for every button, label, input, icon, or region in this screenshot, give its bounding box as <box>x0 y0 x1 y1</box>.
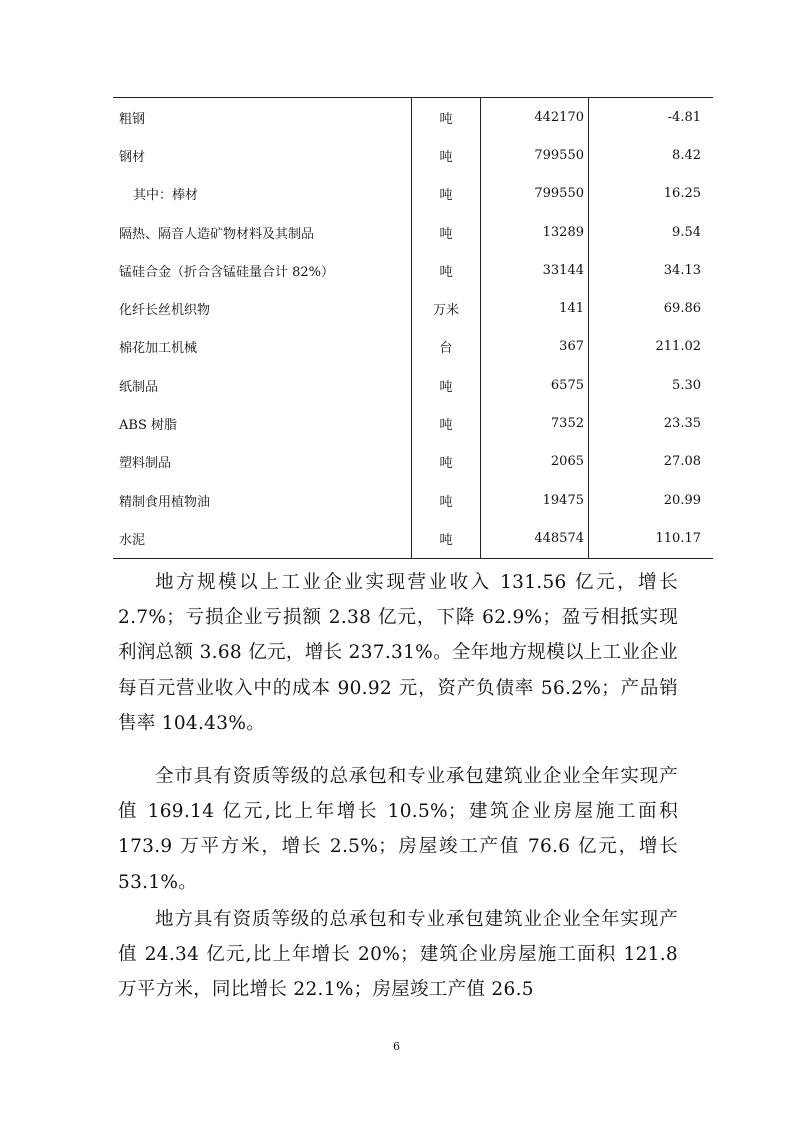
product-growth: 110.17 <box>589 519 714 558</box>
product-growth: 16.25 <box>663 186 701 202</box>
page-number: 6 <box>393 1040 400 1053</box>
table-row <box>113 98 713 137</box>
product-unit: 吨 <box>412 481 481 519</box>
product-name: 塑料制品 <box>119 456 172 472</box>
product-unit: 吨 <box>412 213 481 251</box>
product-name: 粗钢 <box>113 98 412 137</box>
city-construction-paragraph: 全市具有资质等级的总承包和专业承包建筑业企业全年实现产值 169.14 亿元,比上年增长 10.5%；建筑企业房屋施工面积 173.9 万平方米，增长 2.5%；房屋竣工产值 76.6 亿元，增长 53.1%。 <box>118 766 678 893</box>
table-row <box>113 136 713 174</box>
table-row <box>113 213 713 251</box>
product-value: 141 <box>481 289 589 327</box>
product-growth: 9.54 <box>672 224 701 240</box>
table-row <box>113 251 713 289</box>
product-value: 442170 <box>481 98 589 137</box>
product-growth: 8.42 <box>672 147 701 163</box>
product-value: 13289 <box>481 213 589 251</box>
product-growth: 27.08 <box>663 454 701 470</box>
product-value: 2065 <box>481 443 589 481</box>
product-value: 448574 <box>481 519 589 558</box>
product-name: 钢材 <box>119 149 146 165</box>
product-name: 纸制品 <box>119 379 159 395</box>
industrial-revenue-paragraph: 地方规模以上工业企业实现营业收入 131.56 亿元，增长 2.7%；亏损企业亏损额 2.38 亿元，下降 62.9%；盈亏相抵实现利润总额 3.68 亿元，增长 237.31%。全年地方规模以上工业企业每百元营业收入中的成本 90.92 元，资产负债率 56.2%；产品销售率 104.43%。 <box>118 572 678 734</box>
product-unit: 吨 <box>412 251 481 289</box>
product-name: ABS 树脂 <box>119 418 177 434</box>
product-value: 7352 <box>481 404 589 442</box>
product-growth: 69.86 <box>663 301 701 317</box>
product-growth: 211.02 <box>655 339 701 355</box>
product-growth: 5.30 <box>672 377 701 393</box>
local-construction-paragraph: 地方具有资质等级的总承包和专业承包建筑业企业全年实现产值 24.34 亿元,比上年增长 20%；建筑企业房屋施工面积 121.8 万平方米，同比增长 22.1%；房屋竣工产值 26.5 <box>118 909 678 1001</box>
product-unit: 吨 <box>412 519 481 558</box>
product-name: 精制食用植物油 <box>119 494 211 510</box>
product-name: 其中：棒材 <box>133 188 199 204</box>
product-value: 367 <box>481 328 589 366</box>
product-value: 19475 <box>481 481 589 519</box>
product-output-table <box>113 97 713 559</box>
product-name: 隔热、隔音人造矿物材料及其制品 <box>119 226 315 242</box>
product-unit: 万米 <box>412 289 481 327</box>
table-row <box>113 481 713 519</box>
product-unit: 台 <box>412 328 481 366</box>
product-value: 799550 <box>481 175 589 213</box>
table-row <box>113 366 713 404</box>
table-row <box>113 519 713 558</box>
product-name: 水泥 <box>113 519 412 558</box>
product-value: 33144 <box>481 251 589 289</box>
product-name: 化纤长丝机织物 <box>119 303 211 319</box>
product-unit: 吨 <box>412 443 481 481</box>
product-name: 棉花加工机械 <box>119 341 198 357</box>
table-row <box>113 328 713 366</box>
table-row <box>113 175 713 213</box>
product-unit: 吨 <box>412 98 481 137</box>
table-row <box>113 404 713 442</box>
product-unit: 吨 <box>412 136 481 174</box>
product-growth: -4.81 <box>589 98 714 137</box>
product-value: 799550 <box>481 136 589 174</box>
product-unit: 吨 <box>412 175 481 213</box>
product-growth: 34.13 <box>663 262 701 278</box>
product-unit: 吨 <box>412 404 481 442</box>
product-unit: 吨 <box>412 366 481 404</box>
table-row <box>113 289 713 327</box>
product-growth: 20.99 <box>663 492 701 508</box>
table-row <box>113 443 713 481</box>
product-value: 6575 <box>481 366 589 404</box>
product-growth: 23.35 <box>663 416 701 432</box>
product-name: 锰硅合金（折合含锰硅量合计 82%） <box>119 264 335 280</box>
